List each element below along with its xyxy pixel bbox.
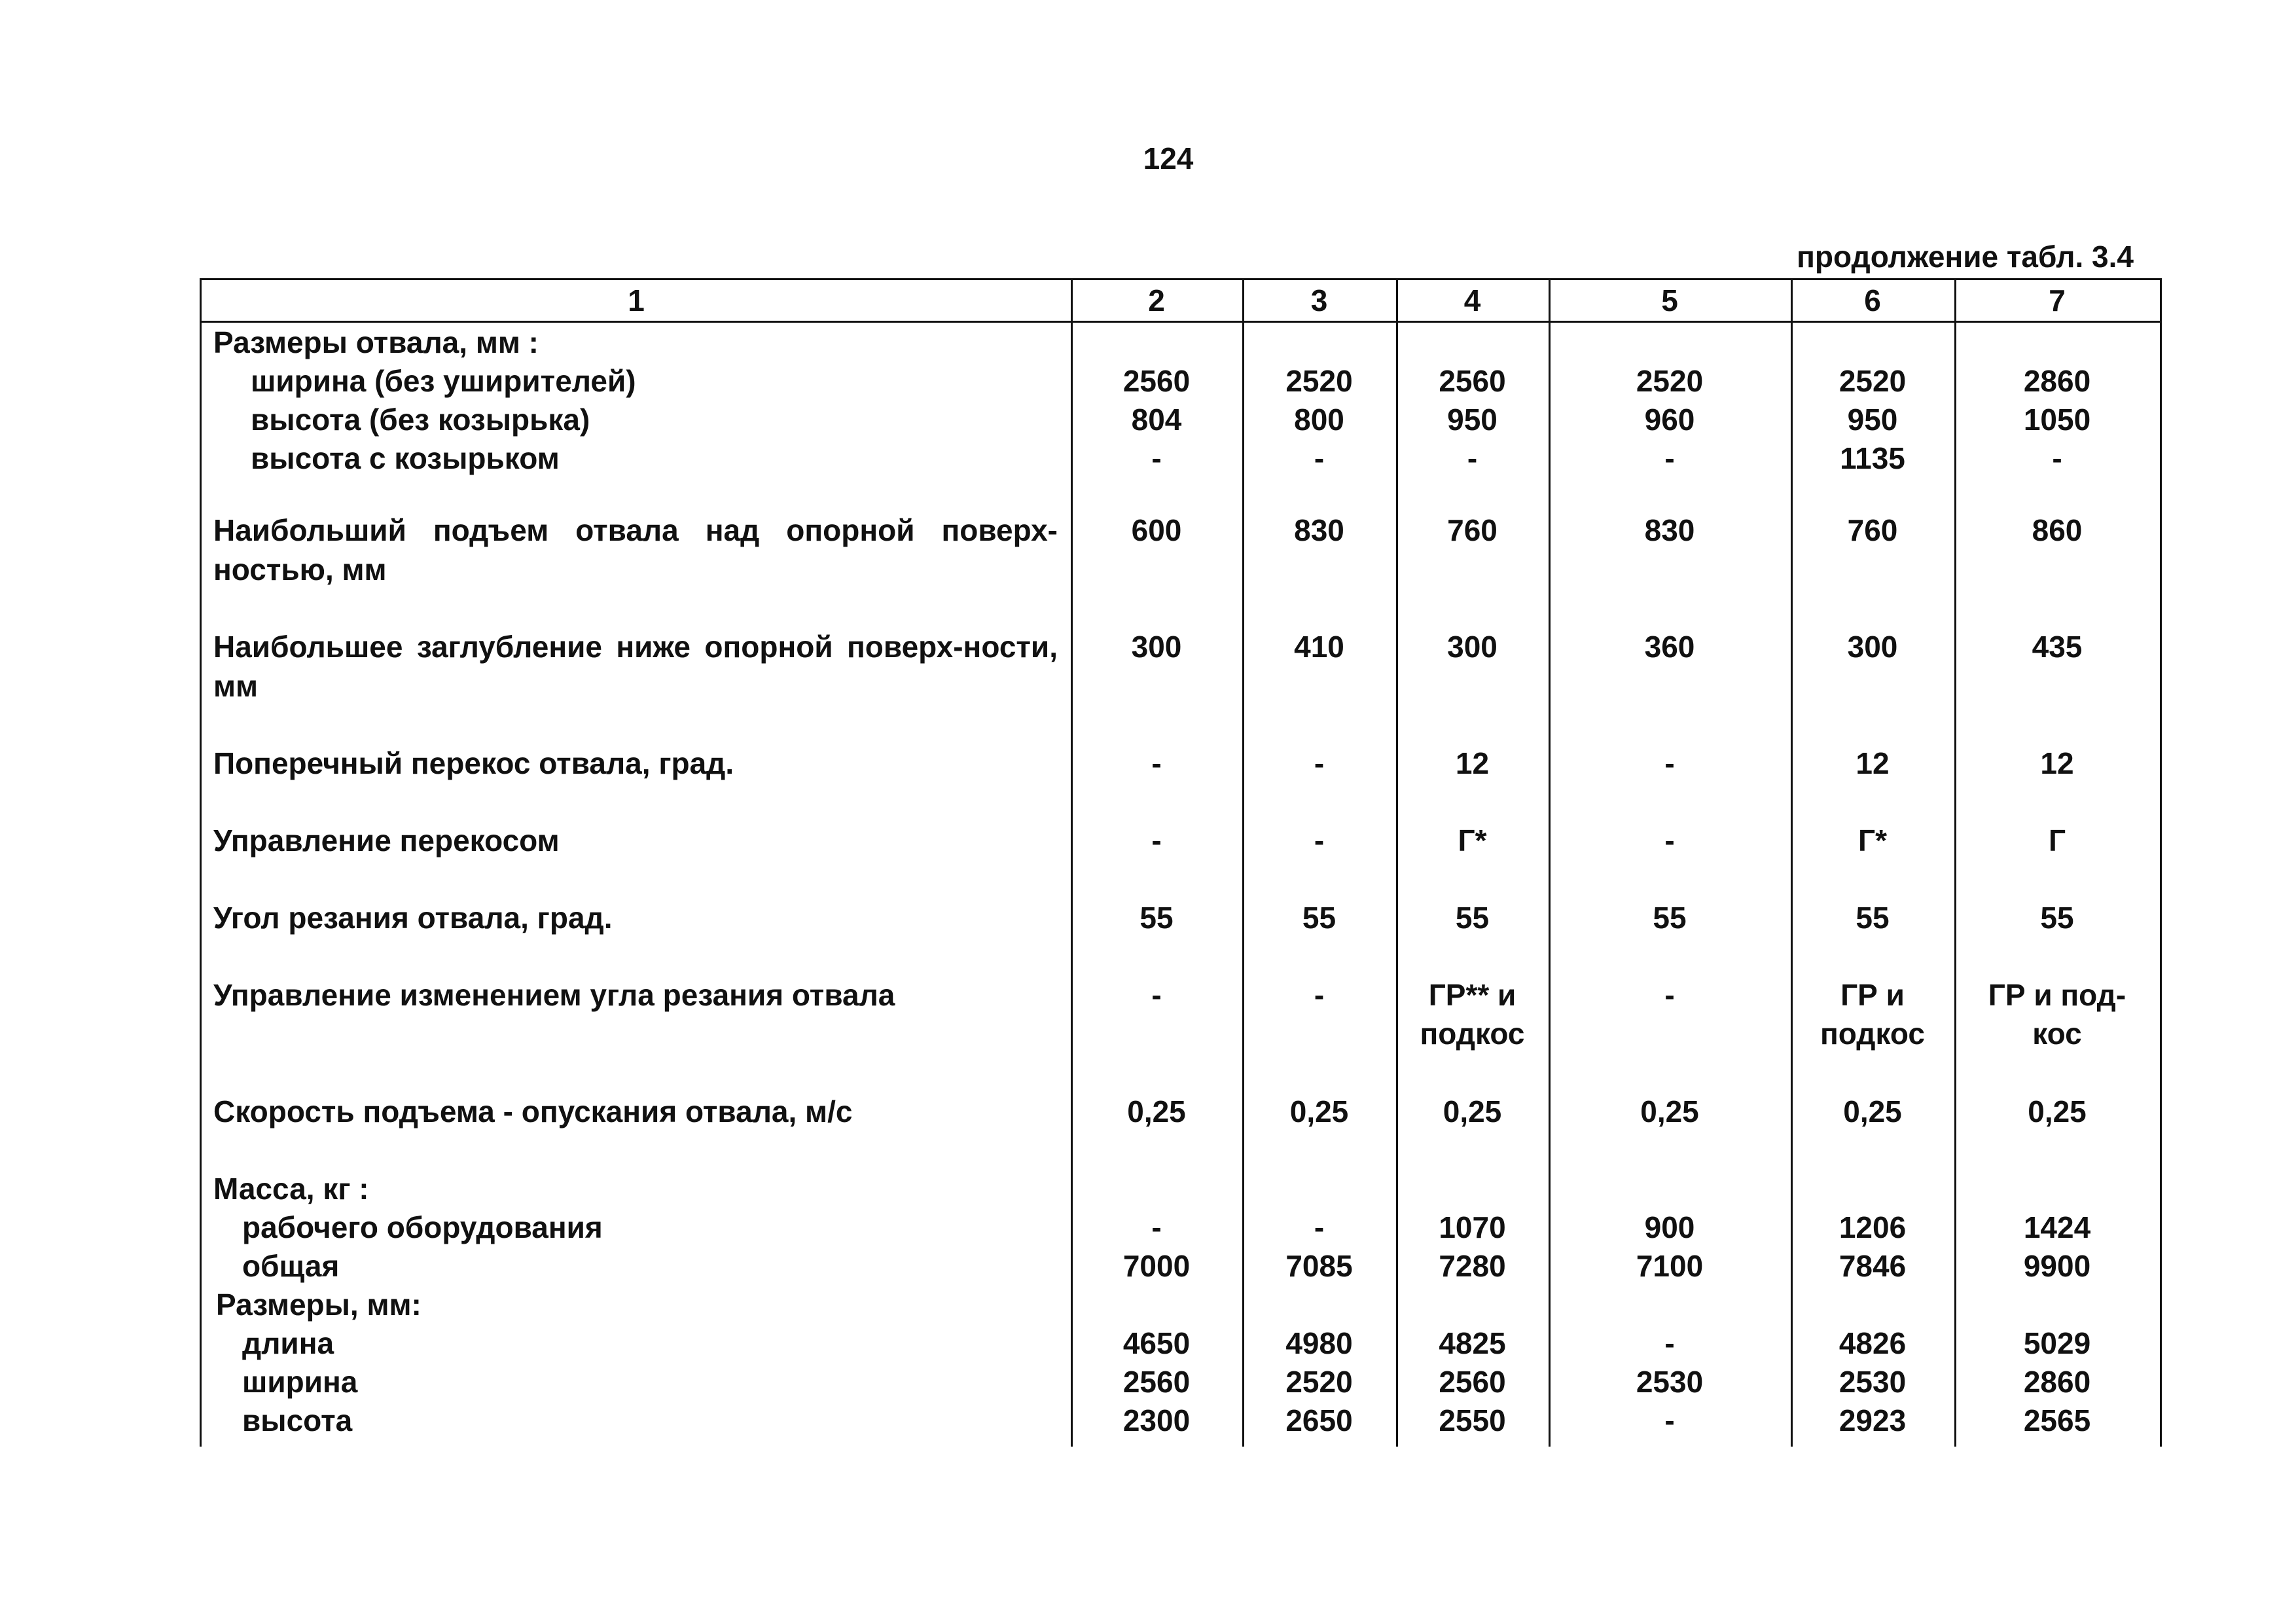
cell-cut-angle-col6: 55: [1856, 901, 1890, 935]
row-label-max-lift: Наибольший подъем отвала над опорной поверх-ностью, мм: [213, 513, 1058, 586]
column-header-7: 7: [2049, 283, 2066, 317]
cell-cut-angle-col5: 55: [1653, 901, 1687, 935]
cell-max-depth-col2: 300: [1131, 630, 1182, 664]
cell-width-col7: 2860: [2023, 1365, 2091, 1399]
column-header-4: 4: [1463, 283, 1481, 317]
cell-mass-total-col5: 7100: [1636, 1249, 1704, 1283]
cell-skew-col6: 12: [1856, 746, 1890, 780]
row-label-mass-total: общая: [242, 1249, 340, 1283]
row-label-dimensions: Размеры, мм:: [216, 1288, 422, 1322]
row-label-cut-angle: Угол резания отвала, град.: [213, 901, 613, 935]
cell-cut-angle-control-col6: ГР и: [1840, 978, 1905, 1012]
row-label-skew-control: Управление перекосом: [213, 823, 560, 857]
cell-max-depth-col4: 300: [1447, 630, 1498, 664]
cell-blade-width-col2: 2560: [1122, 364, 1191, 398]
cell-max-lift-col7: 860: [2032, 513, 2083, 547]
cell-lift-speed-col3: 0,25: [1289, 1094, 1349, 1128]
cell-cut-angle-col7: 55: [2040, 901, 2074, 935]
cell-cut-angle-control-col4: ГР** и: [1428, 978, 1516, 1012]
cell-skew-col2: -: [1151, 746, 1162, 780]
cell-mass-equipment-col3: -: [1314, 1210, 1325, 1244]
column-header-6: 6: [1864, 283, 1881, 317]
cell-cut-angle-control-col7: ГР и под-: [1988, 978, 2126, 1012]
row-label-lift-speed: Скорость подъема - опускания отвала, м/с: [213, 1094, 853, 1128]
row-label-blade-height-visor: высота с козырьком: [251, 441, 560, 475]
cell-width-col2: 2560: [1122, 1365, 1191, 1399]
cell-cut-angle-control-col2: -: [1151, 978, 1162, 1012]
cell-cut-angle-control-col5: -: [1664, 978, 1675, 1012]
cell-height-col2: 2300: [1122, 1403, 1191, 1437]
row-label-length: длина: [242, 1326, 334, 1360]
column-header-5: 5: [1661, 283, 1678, 317]
cell-width-col6: 2530: [1839, 1365, 1907, 1399]
cell-mass-equipment-col2: -: [1151, 1210, 1162, 1244]
row-label-cut-angle-control: Управление изменением угла резания отвала: [213, 978, 895, 1012]
cell-height-col4: 2550: [1439, 1403, 1506, 1437]
column-header-3: 3: [1310, 283, 1328, 317]
cell-blade-height-col3: 800: [1294, 403, 1344, 437]
cell-cut-angle-control-col3: -: [1314, 978, 1325, 1012]
cell-cut-angle-control-line2-col7: кос: [2032, 1017, 2082, 1051]
cell-length-col5: -: [1664, 1326, 1675, 1360]
cell-blade-height-visor-col4: -: [1467, 441, 1478, 475]
cell-lift-speed-col2: 0,25: [1127, 1094, 1186, 1128]
cell-mass-total-col6: 7846: [1839, 1249, 1907, 1283]
cell-skew-col4: 12: [1455, 746, 1490, 780]
cell-max-lift-col3: 830: [1294, 513, 1344, 547]
cell-length-col7: 5029: [2023, 1326, 2091, 1360]
cell-lift-speed-col5: 0,25: [1640, 1094, 1699, 1128]
cell-max-lift-col5: 830: [1644, 513, 1695, 547]
cell-skew-col3: -: [1314, 746, 1325, 780]
cell-max-lift-col4: 760: [1447, 513, 1498, 547]
cell-blade-height-col7: 1050: [2023, 403, 2091, 437]
cell-mass-equipment-col6: 1206: [1839, 1210, 1907, 1244]
cell-mass-total-col2: 7000: [1122, 1249, 1191, 1283]
cell-width-col3: 2520: [1285, 1365, 1353, 1399]
cell-max-depth-col6: 300: [1847, 630, 1898, 664]
row-label-width: ширина: [242, 1365, 358, 1399]
row-label-height: высота: [242, 1403, 353, 1437]
cell-height-col7: 2565: [2023, 1403, 2091, 1437]
cell-blade-width-col3: 2520: [1285, 364, 1353, 398]
cell-blade-height-visor-col3: -: [1314, 441, 1325, 475]
cell-lift-speed-col6: 0,25: [1843, 1094, 1902, 1128]
cell-width-col5: 2530: [1636, 1365, 1704, 1399]
cell-length-col3: 4980: [1285, 1326, 1353, 1360]
row-label-skew: Поперечный перекос отвала, град.: [213, 746, 734, 780]
cell-skew-control-col6: Г*: [1858, 823, 1887, 857]
cell-skew-col7: 12: [2040, 746, 2074, 780]
cell-mass-total-col4: 7280: [1439, 1249, 1506, 1283]
cell-cut-angle-col2: 55: [1139, 901, 1174, 935]
cell-blade-height-visor-col2: -: [1151, 441, 1162, 475]
cell-cut-angle-col4: 55: [1455, 901, 1490, 935]
cell-skew-control-col5: -: [1664, 823, 1675, 857]
cell-max-depth-col3: 410: [1294, 630, 1344, 664]
cell-blade-height-col5: 960: [1644, 403, 1695, 437]
cell-cut-angle-col3: 55: [1302, 901, 1336, 935]
row-label-mass-equipment: рабочего оборудования: [242, 1210, 603, 1244]
cell-blade-width-col7: 2860: [2023, 364, 2091, 398]
table-caption: продолжение табл. 3.4: [1797, 240, 2134, 274]
cell-max-depth-col5: 360: [1644, 630, 1695, 664]
cell-length-col2: 4650: [1122, 1326, 1191, 1360]
cell-mass-equipment-col5: 900: [1644, 1210, 1695, 1244]
cell-blade-height-visor-col5: -: [1664, 441, 1675, 475]
row-label-blade-size: Размеры отвала, мм :: [213, 325, 539, 359]
cell-skew-control-col4: Г*: [1458, 823, 1487, 857]
cell-blade-height-col4: 950: [1447, 403, 1498, 437]
cell-max-lift-col6: 760: [1847, 513, 1898, 547]
cell-mass-equipment-col4: 1070: [1439, 1210, 1506, 1244]
cell-blade-height-visor-col7: -: [2052, 441, 2062, 475]
cell-cut-angle-control-line2-col6: подкос: [1820, 1017, 1925, 1051]
column-header-2: 2: [1148, 283, 1165, 317]
cell-max-lift-col2: 600: [1131, 513, 1182, 547]
cell-length-col6: 4826: [1839, 1326, 1907, 1360]
cell-blade-height-visor-col6: 1135: [1840, 441, 1905, 475]
cell-height-col5: -: [1664, 1403, 1675, 1437]
cell-blade-width-col5: 2520: [1636, 364, 1704, 398]
cell-length-col4: 4825: [1439, 1326, 1506, 1360]
row-label-blade-width: ширина (без уширителей): [251, 364, 636, 398]
cell-blade-width-col6: 2520: [1839, 364, 1907, 398]
cell-lift-speed-col7: 0,25: [2028, 1094, 2087, 1128]
cell-skew-control-col3: -: [1314, 823, 1325, 857]
cell-max-depth-col7: 435: [2032, 630, 2083, 664]
cell-skew-control-col7: Г: [2048, 823, 2066, 857]
cell-skew-control-col2: -: [1151, 823, 1162, 857]
column-header-1: 1: [628, 283, 645, 317]
cell-width-col4: 2560: [1439, 1365, 1506, 1399]
spec-table: [200, 278, 2162, 1447]
row-label-max-depth: Наибольшее заглубление ниже опорной поверх-ности, мм: [213, 630, 1058, 703]
cell-height-col3: 2650: [1285, 1403, 1353, 1437]
row-label-mass: Масса, кг :: [213, 1172, 369, 1206]
row-label-blade-height: высота (без козырька): [251, 403, 590, 437]
cell-mass-total-col3: 7085: [1285, 1249, 1353, 1283]
cell-height-col6: 2923: [1839, 1403, 1907, 1437]
cell-skew-col5: -: [1664, 746, 1675, 780]
cell-mass-equipment-col7: 1424: [2023, 1210, 2091, 1244]
cell-blade-height-col2: 804: [1131, 403, 1182, 437]
cell-blade-width-col4: 2560: [1439, 364, 1506, 398]
page-number: 124: [1143, 141, 1194, 175]
cell-mass-total-col7: 9900: [2023, 1249, 2091, 1283]
cell-lift-speed-col4: 0,25: [1443, 1094, 1502, 1128]
cell-cut-angle-control-line2-col4: подкос: [1420, 1017, 1525, 1051]
cell-blade-height-col6: 950: [1847, 403, 1898, 437]
